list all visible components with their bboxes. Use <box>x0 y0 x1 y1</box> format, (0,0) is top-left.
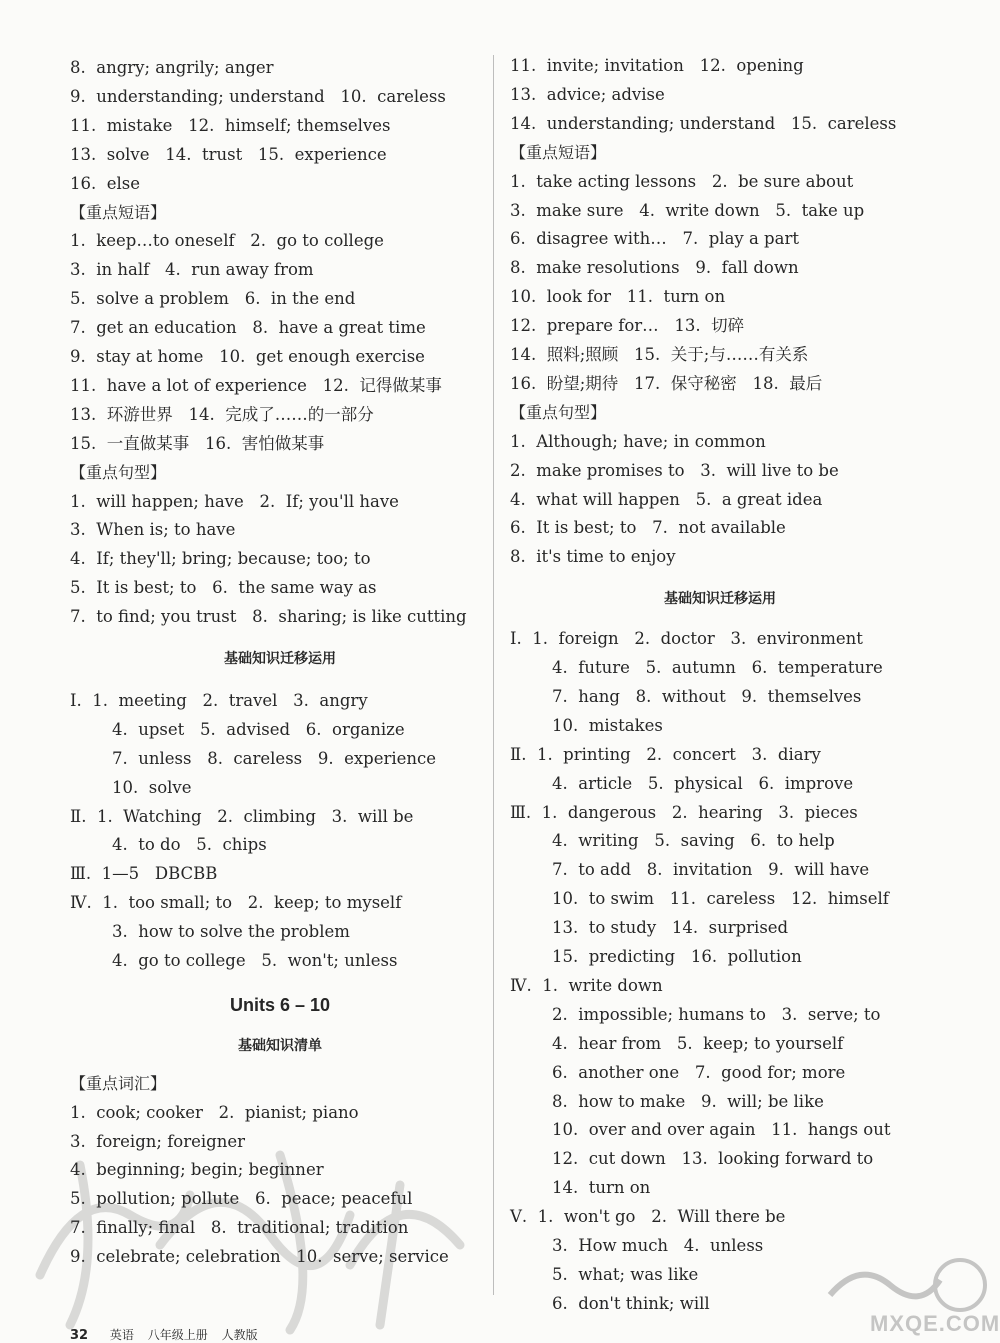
answer-line: 4. hear from 5. keep; to yourself <box>552 1033 844 1053</box>
answer-line: 6. another one 7. good for; more <box>552 1062 846 1082</box>
answer-line: 14. 照料;照顾 15. 关于;与……有关系 <box>510 345 809 364</box>
answer-line: Ⅲ. 1. dangerous 2. hearing 3. pieces <box>510 802 858 822</box>
answer-line: 4. what will happen 5. a great idea <box>510 489 823 509</box>
answer-line: 9. understanding; understand 10. careless <box>70 86 446 106</box>
answer-line: 1. Although; have; in common <box>510 431 766 451</box>
answer-line: 14. turn on <box>552 1178 651 1198</box>
answer-line: 3. When is; to have <box>70 520 236 540</box>
answer-line: Ⅴ. 1. won't go 2. Will there be <box>510 1207 786 1227</box>
answer-line: 3. foreign; foreigner <box>70 1131 246 1151</box>
watermark-text: MXQE.COM <box>870 1311 1000 1336</box>
section-title: 基础知识迁移运用 <box>664 591 776 608</box>
section-heading: 【重点句型】 <box>70 462 167 482</box>
answer-line: 8. angry; angrily; anger <box>70 58 274 77</box>
answer-line: 7. unless 8. careless 9. experience <box>112 748 437 768</box>
answer-line: 9. celebrate; celebration 10. serve; service <box>70 1247 449 1267</box>
units-title: Units 6 – 10 <box>229 994 331 1015</box>
answer-logo-icon <box>820 1255 995 1315</box>
answer-line: 8. how to make 9. will; be like <box>552 1091 824 1111</box>
footer-edition: 人教版 <box>221 1328 258 1342</box>
answer-line: 14. understanding; understand 15. careless <box>510 113 897 133</box>
section-title: 基础知识清单 <box>238 1037 322 1054</box>
answer-line: Ⅳ. 1. too small; to 2. keep; to myself <box>70 893 402 913</box>
answer-line: Ⅱ. 1. Watching 2. climbing 3. will be <box>70 806 414 826</box>
answer-line: 12. cut down 13. looking forward to <box>552 1149 874 1169</box>
section-title: 基础知识迁移运用 <box>224 651 336 667</box>
answer-line: 13. advice; advise <box>510 84 665 104</box>
answer-line: 12. prepare for… 13. 切碎 <box>510 316 745 336</box>
answer-line: 4. go to college 5. won't; unless <box>112 951 398 970</box>
answer-line: 10. look for 11. turn on <box>510 287 726 307</box>
answer-line: 4. upset 5. advised 6. organize <box>112 719 405 739</box>
answer-line: 16. else <box>70 173 141 193</box>
answer-line: 1. keep…to oneself 2. go to college <box>70 231 384 251</box>
page-footer <box>70 1326 268 1343</box>
answer-line: 7. hang 8. without 9. themselves <box>552 686 862 706</box>
answer-line: 2. impossible; humans to 3. serve; to <box>552 1004 881 1024</box>
answer-line: 11. have a lot of experience 12. 记得做某事 <box>70 375 442 395</box>
answer-line: 5. pollution; pollute 6. peace; peaceful <box>70 1189 413 1209</box>
answer-line: 3. in half 4. run away from <box>70 260 314 280</box>
answer-line: 3. How much 4. unless <box>552 1236 764 1255</box>
answer-line: 10. to swim 11. careless 12. himself <box>552 889 889 909</box>
answer-line: 8. make resolutions 9. fall down <box>510 258 799 278</box>
answer-line: 4. future 5. autumn 6. temperature <box>552 658 883 677</box>
answer-line: 13. to study 14. surprised <box>552 918 789 938</box>
answer-line: 15. 一直做某事 16. 害怕做某事 <box>70 433 325 453</box>
answer-line: 11. mistake 12. himself; themselves <box>70 115 391 135</box>
page-number: 32 <box>70 1328 89 1343</box>
answer-line: 11. invite; invitation 12. opening <box>510 56 804 75</box>
answer-line: 7. finally; final 8. traditional; tradition <box>70 1218 409 1238</box>
answer-line: 6. It is best; to 7. not available <box>510 518 786 538</box>
answer-line: Ⅲ. 1—5 DBCBB <box>70 864 218 884</box>
answer-line: 6. disagree with… 7. play a part <box>510 229 799 249</box>
answer-line: 13. solve 14. trust 15. experience <box>70 144 387 164</box>
answer-line: 3. make sure 4. write down 5. take up <box>510 200 865 220</box>
answer-line: 10. over and over again 11. hangs out <box>552 1120 891 1140</box>
answer-line: 5. It is best; to 6. the same way as <box>70 578 377 598</box>
answer-line: Ⅰ. 1. meeting 2. travel 3. angry <box>70 690 368 710</box>
footer-subject: 英语 <box>109 1328 134 1342</box>
answer-line: 5. what; was like <box>552 1264 699 1284</box>
answer-line: 13. 环游世界 14. 完成了……的一部分 <box>70 404 374 424</box>
answer-line: 4. beginning; begin; beginner <box>70 1160 324 1180</box>
answer-line: 15. predicting 16. pollution <box>552 947 802 966</box>
answer-line: 5. solve a problem 6. in the end <box>70 289 356 309</box>
answer-line: 7. get an education 8. have a great time <box>70 318 426 338</box>
answer-line: 8. it's time to enjoy <box>510 547 676 567</box>
answer-line: 4. writing 5. saving 6. to help <box>552 831 835 851</box>
answer-line: 7. to add 8. invitation 9. will have <box>552 860 870 880</box>
answer-line: 4. article 5. physical 6. improve <box>552 773 854 793</box>
answer-line: 4. If; they'll; bring; because; too; to <box>70 549 371 569</box>
section-heading: 【重点短语】 <box>70 202 167 222</box>
answer-line: Ⅰ. 1. foreign 2. doctor 3. environment <box>510 629 863 649</box>
logo-watermark <box>820 1255 1000 1340</box>
section-heading: 【重点短语】 <box>510 142 607 162</box>
section-heading: 【重点词汇】 <box>70 1073 167 1093</box>
answer-line: 1. take acting lessons 2. be sure about <box>510 171 854 191</box>
answer-line: 16. 盼望;期待 17. 保守秘密 18. 最后 <box>510 373 823 393</box>
answer-line: Ⅳ. 1. write down <box>510 975 663 995</box>
answer-line: 1. will happen; have 2. If; you'll have <box>70 491 399 511</box>
answer-line: 1. cook; cooker 2. pianist; piano <box>70 1102 359 1122</box>
answer-line: 3. how to solve the problem <box>112 922 350 942</box>
column-divider <box>493 55 494 1295</box>
answer-line: 2. make promises to 3. will live to be <box>510 460 839 480</box>
answer-line: 6. don't think; will <box>552 1293 710 1313</box>
answer-line: 10. mistakes <box>552 715 663 735</box>
answer-line: 7. to find; you trust 8. sharing; is like cutting <box>70 607 467 627</box>
answer-line: Ⅱ. 1. printing 2. concert 3. diary <box>510 744 821 764</box>
answer-line: 4. to do 5. chips <box>112 835 267 855</box>
answer-line: 9. stay at home 10. get enough exercise <box>70 347 425 366</box>
footer-grade: 八年级上册 <box>147 1328 208 1342</box>
section-heading: 【重点句型】 <box>510 402 607 422</box>
answer-line: 10. solve <box>112 777 192 797</box>
